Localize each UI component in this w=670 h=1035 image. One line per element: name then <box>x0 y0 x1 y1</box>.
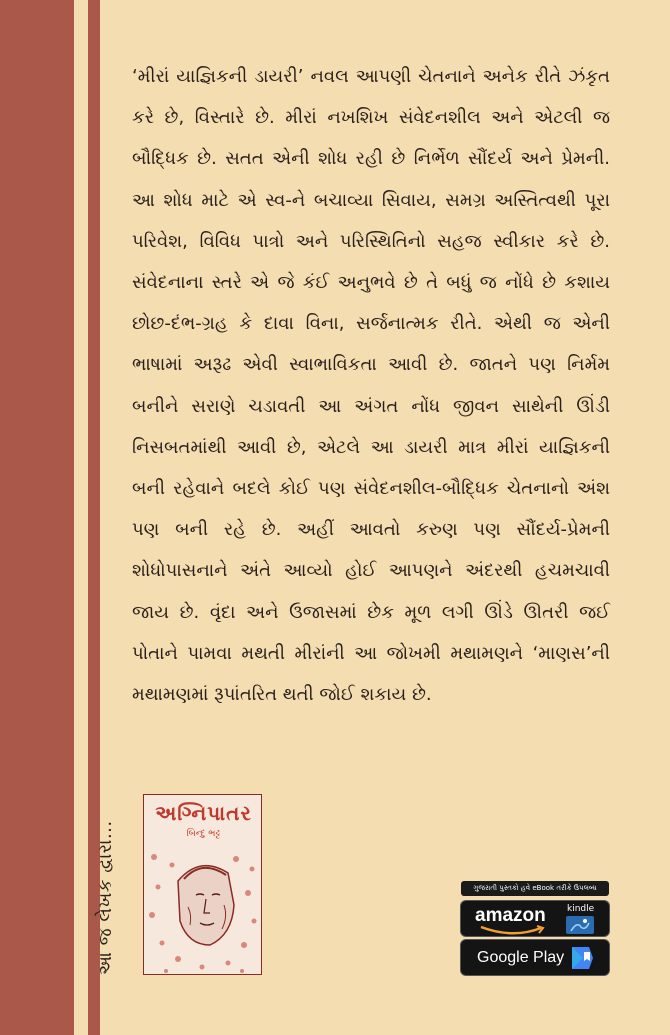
book-blurb: ‘મીરાં યાજ્ઞિકની ડાયરી’ નવલ આપણી ચેતનાને અનેક રીતે ઝંકૃત કરે છે, વિસ્તારે છે. મીરાં નખશિખ સંવેદનશીલ અને એટલી જ બૌદ્ધિક છે. સતત એની શોધ રહી છે નિર્ભેળ સૌંદર્ય અને પ્રેમની. આ શોધ માટે એ સ્વ-ને બચાવ્યા સિવાય, સમગ્ર અસ્તિત્વથી પૂરા પરિવેશ, વિવિધ પાત્રો અને પરિસ્થિતિનો સહજ સ્વીકાર કરે છે. સંવેદનાના સ્તરે એ જે કંઈ અનુભવે છે તે બધું જ નોંધે છે કશાય છોછ-દંભ-ગ્રહ કે દાવા વિના, સર્જનાત્મક રીતે. એથી જ એની ભાષામાં અરૂઢ એવી સ્વાભાવિકતા આવી છે. જાતને પણ નિર્મમ બનીને સરાણે ચડાવતી આ અંગત નોંધ જીવન સાથેની ઊંડી નિસબતમાંથી આવી છે, એટલે આ ડાયરી માત્ર મીરાં યાજ્ઞિકની બની રહેવાને બદલે કોઈ પણ સંવેદનશીલ-બૌદ્ધિક ચેતનાનો અંશ પણ બની રહે છે. અહીં આવતો કરુણ પણ સૌંદર્ય-પ્રેમની શોધોપાસનાને અંતે આવ્યો હોઈ આપણને અંદરથી હચમચાવી જાય છે. વૃંદા અને ઉજાસમાં છેક મૂળ લગી ઊંડે ઊતરી જઈ પોતાને પામવા મથતી મીરાંની આ જોખમી મથામણને ‘માણસ’ની મથામણમાં રૂપાંતરિત થતી જોઈ શકાય છે. <box>132 66 610 706</box>
kindle-label: kindle <box>567 904 595 914</box>
spine-band <box>0 0 74 1035</box>
amazon-kindle-button[interactable] <box>460 900 610 937</box>
kindle-reader-icon <box>565 915 595 935</box>
related-book-author: બિન્દુ ભટ્ટ <box>186 829 221 839</box>
related-book-title: અગ્નિપાતર <box>155 801 252 825</box>
google-play-button[interactable] <box>460 939 610 976</box>
spine-gap <box>74 0 88 1035</box>
amazon-label: amazon <box>475 905 546 926</box>
google-play-label: Google Play <box>477 949 565 966</box>
same-author-caption: આ જ લેખક દ્વારા... <box>95 820 116 975</box>
ebook-availability-note: ગુજરાતી પુસ્તકો હવે eBook તરીકે ઉપલબ્ધ <box>461 881 609 896</box>
amazon-smile-icon <box>479 925 549 937</box>
related-book-cover[interactable] <box>143 794 262 975</box>
google-play-books-icon <box>569 945 595 971</box>
